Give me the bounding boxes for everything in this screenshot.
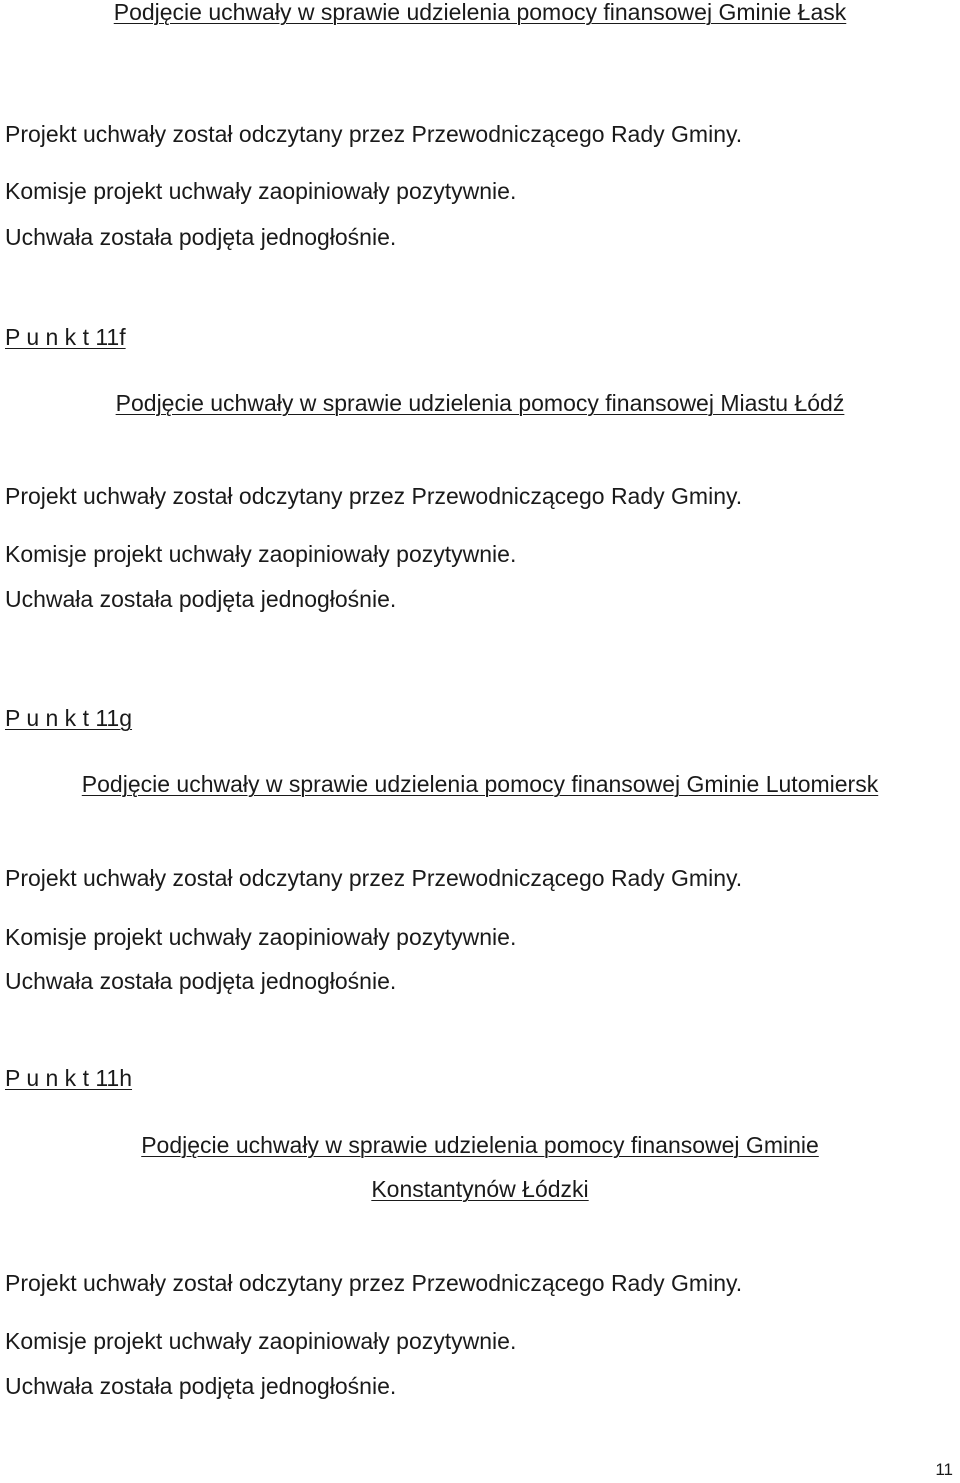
vote-result: Uchwała została podjęta jednogłośnie. [5, 1373, 397, 1399]
section-heading: P u n k t 11f [5, 324, 126, 350]
reading-statement: Projekt uchwały został odczytany przez Przewodniczącego Rady Gminy. [5, 121, 743, 147]
resolution-title: Podjęcie uchwały w sprawie udzielenia pomocy finansowej Gminie [141, 1132, 819, 1158]
vote-result: Uchwała została podjęta jednogłośnie. [5, 586, 397, 612]
resolution-title: Podjęcie uchwały w sprawie udzielenia pomocy finansowej Gminie Lutomiersk [81, 771, 879, 797]
committee-opinion: Komisje projekt uchwały zaopiniowały pozytywnie. [5, 1328, 517, 1354]
vote-result: Uchwała została podjęta jednogłośnie. [5, 968, 397, 994]
committee-opinion: Komisje projekt uchwały zaopiniowały pozytywnie. [5, 924, 517, 950]
resolution-title: Podjęcie uchwały w sprawie udzielenia pomocy finansowej Miastu Łódź [115, 390, 845, 416]
resolution-title: Podjęcie uchwały w sprawie udzielenia pomocy finansowej Gminie Łask [113, 0, 847, 25]
section-heading: P u n k t 11g [5, 705, 133, 731]
committee-opinion: Komisje projekt uchwały zaopiniowały pozytywnie. [5, 178, 517, 204]
reading-statement: Projekt uchwały został odczytany przez Przewodniczącego Rady Gminy. [5, 483, 743, 509]
reading-statement: Projekt uchwały został odczytany przez Przewodniczącego Rady Gminy. [5, 865, 743, 891]
section-heading: P u n k t 11h [5, 1065, 133, 1091]
committee-opinion: Komisje projekt uchwały zaopiniowały pozytywnie. [5, 541, 517, 567]
vote-result: Uchwała została podjęta jednogłośnie. [5, 224, 397, 250]
resolution-title-continued: Konstantynów Łódzki [371, 1176, 589, 1202]
page-number: 11 [935, 1460, 953, 1479]
reading-statement: Projekt uchwały został odczytany przez Przewodniczącego Rady Gminy. [5, 1270, 743, 1296]
